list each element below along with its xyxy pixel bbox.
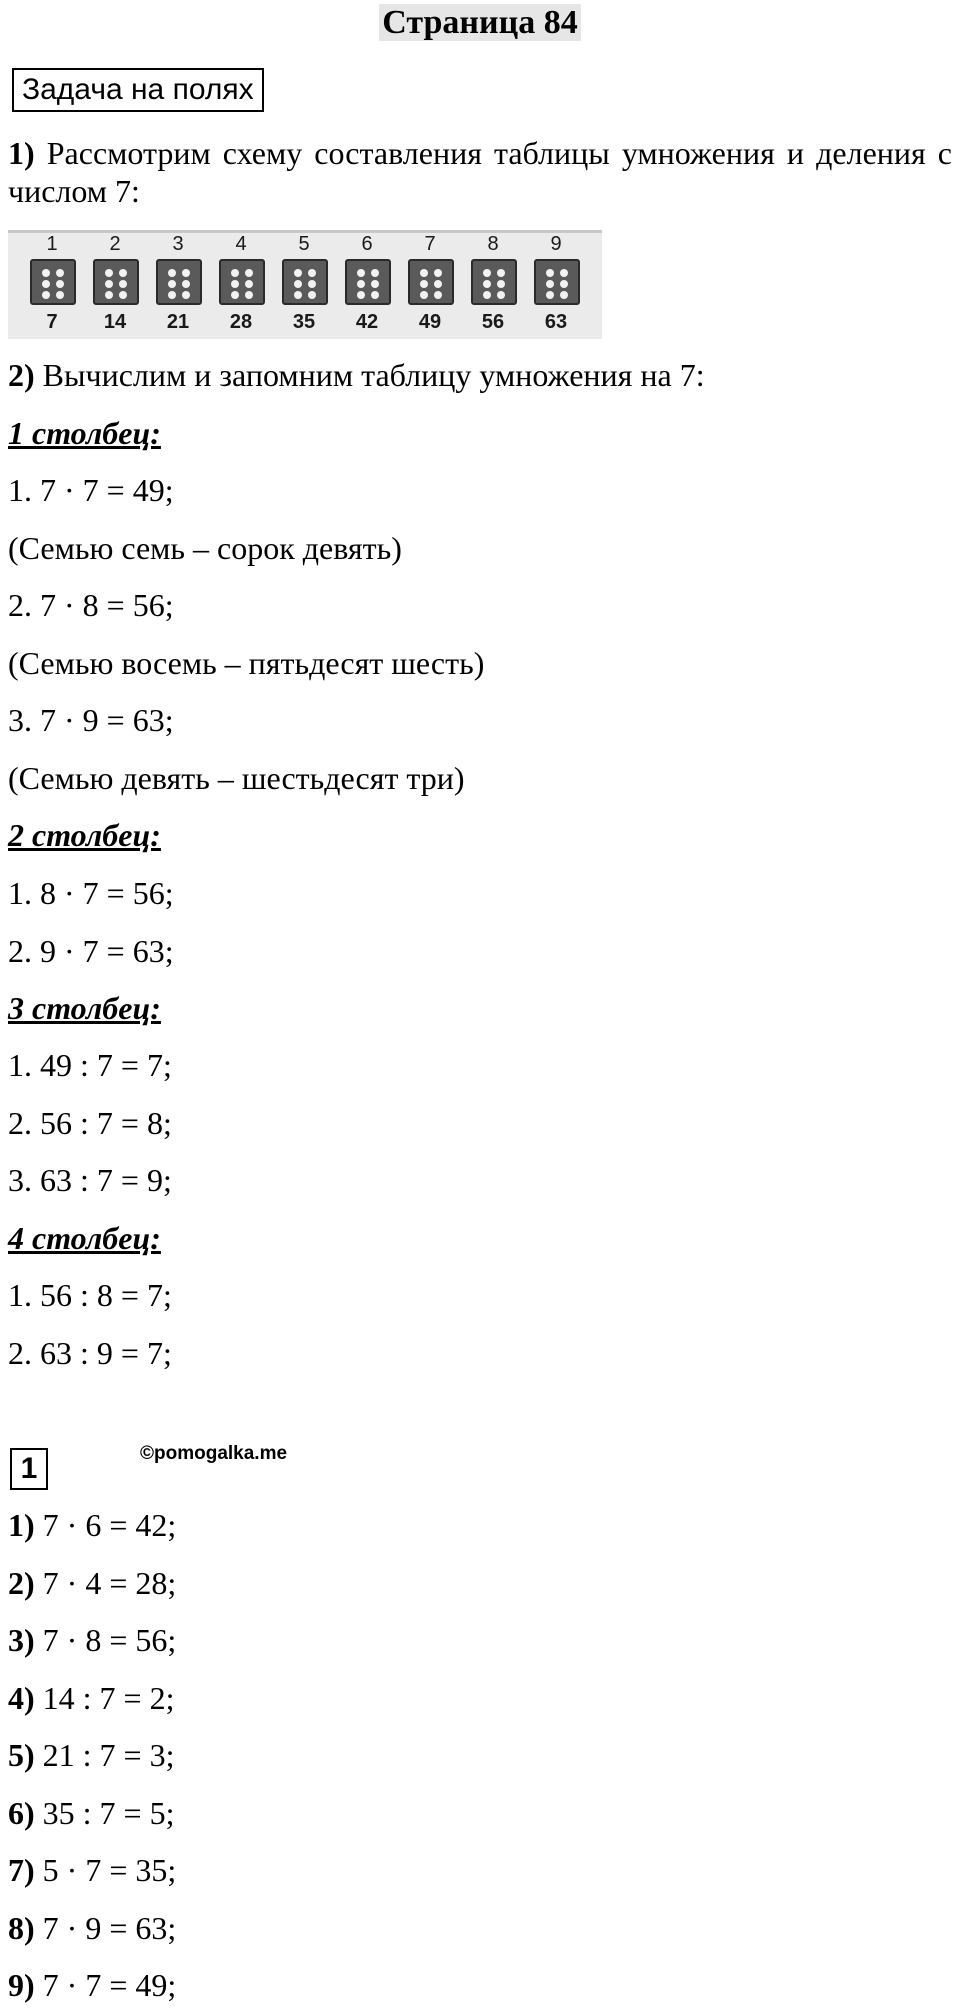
col2-line-1: 1. 8 · 7 = 56; <box>8 875 174 911</box>
die-dot <box>497 280 505 288</box>
col3-line-1: 1. 49 : 7 = 7; <box>8 1047 172 1083</box>
die-dot <box>420 291 428 299</box>
die-dot <box>420 280 428 288</box>
part2-line <box>8 357 705 394</box>
die-dot <box>560 269 568 277</box>
exercise-item-text: 35 : 7 = 5; <box>34 1794 175 1831</box>
dice-bottom-number: 35 <box>292 311 316 333</box>
exercise-item <box>8 1795 174 1832</box>
dice-bottom-number: 14 <box>103 311 127 333</box>
copyright-text: ©pomogalka.me <box>140 1443 288 1464</box>
die-dot <box>294 269 302 277</box>
exercise-item-number: 6) <box>8 1794 35 1831</box>
exercise-item-text: 21 : 7 = 3; <box>34 1737 175 1773</box>
dice-bottom-number: 56 <box>481 311 505 333</box>
page-title <box>0 4 960 42</box>
die-icon <box>345 259 391 305</box>
die-dot <box>434 280 442 288</box>
dice-bottom-number: 28 <box>229 311 253 333</box>
part1-number: 1) <box>8 135 35 171</box>
die-dot <box>119 280 127 288</box>
die-dot <box>308 280 316 288</box>
die-dot <box>182 269 190 277</box>
dice-cell <box>463 233 523 339</box>
part1-paragraph <box>8 134 952 210</box>
die-dot <box>168 280 176 288</box>
col1-line-1: 1. 7 · 7 = 49; <box>8 472 174 508</box>
die-dot <box>420 269 428 277</box>
page-title-text: Страница 84 <box>379 4 580 41</box>
dice-cell <box>85 233 145 339</box>
col3-line-2: 2. 56 : 7 = 8; <box>8 1105 172 1141</box>
exercise-item <box>8 1565 176 1602</box>
die-dot <box>168 269 176 277</box>
exercise-item-number: 2) <box>8 1564 35 1601</box>
col4-line-2: 2. 63 : 9 = 7; <box>8 1335 172 1371</box>
die-dot <box>231 291 239 299</box>
dice-cell <box>274 233 334 339</box>
dice-cell <box>400 233 460 339</box>
die-dot <box>182 280 190 288</box>
part2-number: 2) <box>8 357 35 393</box>
die-dot <box>168 291 176 299</box>
die-dot <box>546 269 554 277</box>
exercise-item <box>8 1622 176 1659</box>
dice-bottom-number: 21 <box>166 311 190 333</box>
exercise-item-number: 8) <box>8 1909 35 1946</box>
dice-top-number: 6 <box>361 233 373 255</box>
col3-line-3: 3. 63 : 7 = 9; <box>8 1162 172 1198</box>
exercise-item-text: 7 · 8 = 56; <box>34 1622 177 1658</box>
dice-top-number: 9 <box>550 233 562 255</box>
col1-line-2: (Семью семь – сорок девять) <box>8 530 402 566</box>
die-dot <box>483 280 491 288</box>
dice-top-number: 2 <box>109 233 121 255</box>
die-dot <box>357 280 365 288</box>
dice-top-number: 7 <box>424 233 436 255</box>
die-icon <box>30 259 76 305</box>
col1-line-3: 2. 7 · 8 = 56; <box>8 587 174 623</box>
die-dot <box>371 269 379 277</box>
die-dot <box>546 280 554 288</box>
dice-bottom-number: 63 <box>544 311 568 333</box>
dice-top-number: 1 <box>46 233 58 255</box>
exercise-item-number: 3) <box>8 1622 35 1658</box>
dice-bottom-number: 7 <box>46 311 58 333</box>
col1-heading: 1 столбец: <box>8 415 161 451</box>
exercise-item <box>8 1680 174 1717</box>
dice-cell <box>211 233 271 339</box>
dice-top-number: 8 <box>487 233 499 255</box>
dice-cell <box>337 233 397 339</box>
die-dot <box>560 280 568 288</box>
exercise-item <box>8 1910 176 1947</box>
die-dot <box>231 280 239 288</box>
col4-heading: 4 столбец: <box>8 1220 161 1256</box>
exercise-item <box>8 1852 176 1889</box>
die-dot <box>231 269 239 277</box>
die-dot <box>294 291 302 299</box>
exercise-item <box>8 1967 176 2004</box>
die-dot <box>371 291 379 299</box>
die-dot <box>105 269 113 277</box>
dice-cell <box>22 233 82 339</box>
die-dot <box>119 291 127 299</box>
dice-strip <box>8 230 602 339</box>
die-dot <box>42 291 50 299</box>
dice-bottom-number: 49 <box>418 311 442 333</box>
col1-line-4: (Семью восемь – пятьдесят шесть) <box>8 645 485 681</box>
die-dot <box>434 291 442 299</box>
col3-heading: 3 столбец: <box>8 990 161 1026</box>
die-dot <box>357 269 365 277</box>
die-dot <box>245 269 253 277</box>
part2-text: Вычислим и запомним таблицу умножения на 7: <box>42 357 705 393</box>
exercise-item <box>8 1507 176 1544</box>
exercise-item-number: 1) <box>8 1507 35 1543</box>
die-icon <box>471 259 517 305</box>
die-dot <box>308 269 316 277</box>
die-icon <box>93 259 139 305</box>
die-dot <box>308 291 316 299</box>
die-dot <box>483 291 491 299</box>
dice-top-number: 3 <box>172 233 184 255</box>
die-dot <box>42 269 50 277</box>
col1-line-5: 3. 7 · 9 = 63; <box>8 702 174 738</box>
die-icon <box>219 259 265 305</box>
col2-line-2: 2. 9 · 7 = 63; <box>8 933 174 969</box>
col4-line-1: 1. 56 : 8 = 7; <box>8 1277 172 1313</box>
die-dot <box>245 280 253 288</box>
die-dot <box>105 280 113 288</box>
exercise-item-text: 7 · 7 = 49; <box>34 1967 177 2003</box>
die-dot <box>119 269 127 277</box>
die-dot <box>546 291 554 299</box>
die-dot <box>357 291 365 299</box>
die-dot <box>182 291 190 299</box>
dice-bottom-number: 42 <box>355 311 379 333</box>
die-dot <box>56 269 64 277</box>
exercise-item-text: 7 · 4 = 28; <box>34 1564 177 1601</box>
die-dot <box>42 280 50 288</box>
die-icon <box>534 259 580 305</box>
die-dot <box>56 291 64 299</box>
dice-cell <box>526 233 586 339</box>
die-dot <box>294 280 302 288</box>
exercise-item <box>8 1737 174 1774</box>
dice-top-number: 5 <box>298 233 310 255</box>
exercise-item-text: 7 · 6 = 42; <box>34 1507 177 1543</box>
die-dot <box>105 291 113 299</box>
die-dot <box>483 269 491 277</box>
die-dot <box>434 269 442 277</box>
die-dot <box>245 291 253 299</box>
task-label-box: Задача на полях <box>12 68 264 112</box>
die-dot <box>497 291 505 299</box>
exercise-item-number: 9) <box>8 1967 35 2003</box>
dice-top-number: 4 <box>235 233 247 255</box>
exercise-item-number: 7) <box>8 1852 35 1888</box>
die-dot <box>56 280 64 288</box>
exercise-item-text: 7 · 9 = 63; <box>34 1909 177 1946</box>
col1-line-6: (Семью девять – шестьдесят три) <box>8 760 465 796</box>
die-dot <box>371 280 379 288</box>
part1-text: Рассмотрим схему составления таблицы умножения и деления с числом 7: <box>8 135 953 209</box>
die-dot <box>497 269 505 277</box>
die-dot <box>560 291 568 299</box>
die-icon <box>156 259 202 305</box>
exercise-number-box: 1 <box>10 1448 48 1490</box>
exercise-item-number: 5) <box>8 1737 35 1773</box>
die-icon <box>282 259 328 305</box>
dice-cell <box>148 233 208 339</box>
exercise-item-text: 14 : 7 = 2; <box>34 1679 175 1716</box>
die-icon <box>408 259 454 305</box>
exercise-item-number: 4) <box>8 1679 35 1716</box>
exercise-item-text: 5 · 7 = 35; <box>34 1852 177 1888</box>
col2-heading: 2 столбец: <box>8 817 161 853</box>
